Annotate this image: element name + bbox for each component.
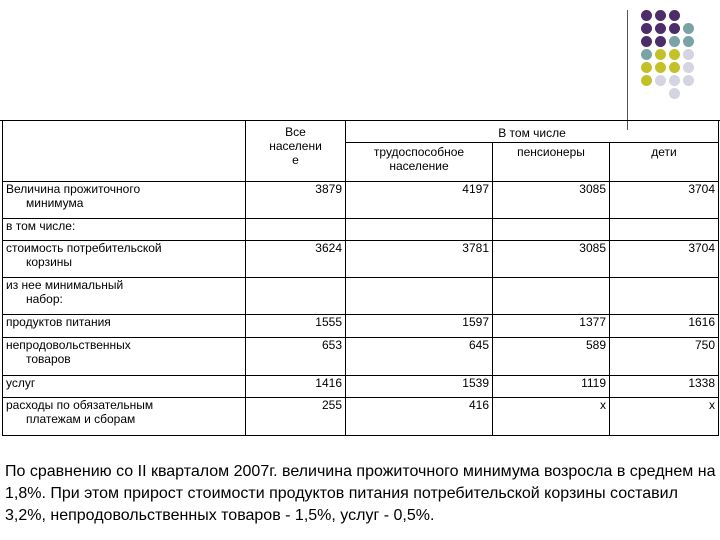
- decor-dot: [683, 62, 694, 73]
- decor-dot: [669, 88, 680, 99]
- row-label: [3, 241, 246, 278]
- value-cell: [493, 219, 610, 241]
- table-row: [3, 376, 719, 398]
- header-all-line-2: населени: [269, 139, 322, 153]
- header-children: [610, 143, 719, 182]
- value-cell: 3704: [610, 182, 719, 219]
- header-working-age-line-1: трудоспособное: [373, 145, 465, 159]
- decor-dot: [655, 49, 666, 60]
- value-cell: 1539: [346, 376, 493, 398]
- row-label-line: продуктов питания: [6, 315, 111, 329]
- decor-dot: [683, 23, 694, 34]
- value-cell: 1416: [246, 376, 346, 398]
- header-pensioners: [493, 143, 610, 182]
- value-cell: 255: [246, 398, 346, 436]
- table-row: [3, 219, 719, 241]
- decor-dot: [655, 75, 666, 86]
- value-cell: [246, 278, 346, 315]
- value-cell: 589: [493, 338, 610, 376]
- value-cell: [346, 278, 493, 315]
- value-cell: 3781: [346, 241, 493, 278]
- value-cell: 1597: [346, 315, 493, 338]
- row-label: [3, 315, 246, 338]
- value-cell: х: [493, 398, 610, 436]
- row-label: [3, 278, 246, 315]
- value-cell: 3704: [610, 241, 719, 278]
- value-cell: 1338: [610, 376, 719, 398]
- row-label-line: в том числе:: [6, 219, 76, 233]
- value-cell: [246, 219, 346, 241]
- header-working-age: [346, 143, 493, 182]
- row-label-line: товаров: [26, 352, 71, 366]
- decor-vertical-line: [627, 10, 628, 130]
- value-cell: 1377: [493, 315, 610, 338]
- row-label: [3, 338, 246, 376]
- row-label-line: услуг: [6, 376, 36, 390]
- value-cell: 3085: [493, 182, 610, 219]
- header-all-line-3: е: [292, 153, 299, 167]
- header-all-line-1: Все: [285, 125, 306, 139]
- value-cell: 1555: [246, 315, 346, 338]
- decor-dot: [683, 75, 694, 86]
- value-cell: 416: [346, 398, 493, 436]
- value-cell: [346, 219, 493, 241]
- decor-dot: [655, 23, 666, 34]
- decor-dot: [655, 36, 666, 47]
- decor-dot: [669, 62, 680, 73]
- decor-dot: [669, 23, 680, 34]
- decor-dot: [655, 62, 666, 73]
- header-pensioners-line-1: пенсионеры: [517, 145, 585, 159]
- header-group: В том числе: [346, 121, 719, 143]
- row-label-line: платежам и сборам: [26, 412, 136, 426]
- subsistence-minimum-table: [2, 120, 719, 436]
- value-cell: 3879: [246, 182, 346, 219]
- value-cell: 750: [610, 338, 719, 376]
- table-row: [3, 315, 719, 338]
- value-cell: 1119: [493, 376, 610, 398]
- row-label-line: стоимость потребительской: [6, 241, 162, 255]
- table-row: [3, 278, 719, 315]
- row-label: [3, 398, 246, 436]
- value-cell: 4197: [346, 182, 493, 219]
- decor-dot: [669, 10, 680, 21]
- row-label-line: непродовольственных: [6, 338, 131, 352]
- value-cell: [610, 219, 719, 241]
- decor-dot: [669, 36, 680, 47]
- header-working-age-line-2: население: [389, 159, 449, 173]
- decor-dot: [641, 23, 652, 34]
- table-row: [3, 241, 719, 278]
- header-children-line-1: дети: [651, 145, 677, 159]
- row-label-line: из нее минимальный: [6, 278, 124, 292]
- value-cell: 1616: [610, 315, 719, 338]
- summary-paragraph: По сравнению со II кварталом 2007г. величина прожиточного минимума возросла в среднем на 1,8%. При этом прирост стоимости продуктов питания потребительской корзины составил 3,2%, непродовольственных товаров - 1,5%, услуг - 0,5%.: [5, 463, 716, 524]
- value-cell: 3085: [493, 241, 610, 278]
- value-cell: 3624: [246, 241, 346, 278]
- row-label-line: минимума: [26, 196, 84, 210]
- header-all-population: [246, 121, 346, 182]
- row-label-line: Величина прожиточного: [6, 182, 141, 196]
- header-label-cell: [3, 121, 246, 182]
- decor-dot: [669, 49, 680, 60]
- value-cell: [610, 278, 719, 315]
- row-label-line: корзины: [26, 255, 73, 269]
- decor-dot: [683, 36, 694, 47]
- table-row: [3, 338, 719, 376]
- decor-dot: [655, 10, 666, 21]
- decor-dot: [641, 62, 652, 73]
- decor-dot: [641, 36, 652, 47]
- decor-dot: [669, 75, 680, 86]
- value-cell: [493, 278, 610, 315]
- value-cell: 653: [246, 338, 346, 376]
- row-label: [3, 219, 246, 241]
- row-label: [3, 376, 246, 398]
- table-row: [3, 182, 719, 219]
- value-cell: 645: [346, 338, 493, 376]
- row-label: [3, 182, 246, 219]
- value-cell: х: [610, 398, 719, 436]
- row-label-line: расходы по обязательным: [6, 398, 154, 412]
- decor-dot: [641, 10, 652, 21]
- table-row: [3, 398, 719, 436]
- decor-dot: [641, 75, 652, 86]
- row-label-line: набор:: [26, 292, 63, 306]
- decor-dot: [683, 49, 694, 60]
- decor-dot: [641, 49, 652, 60]
